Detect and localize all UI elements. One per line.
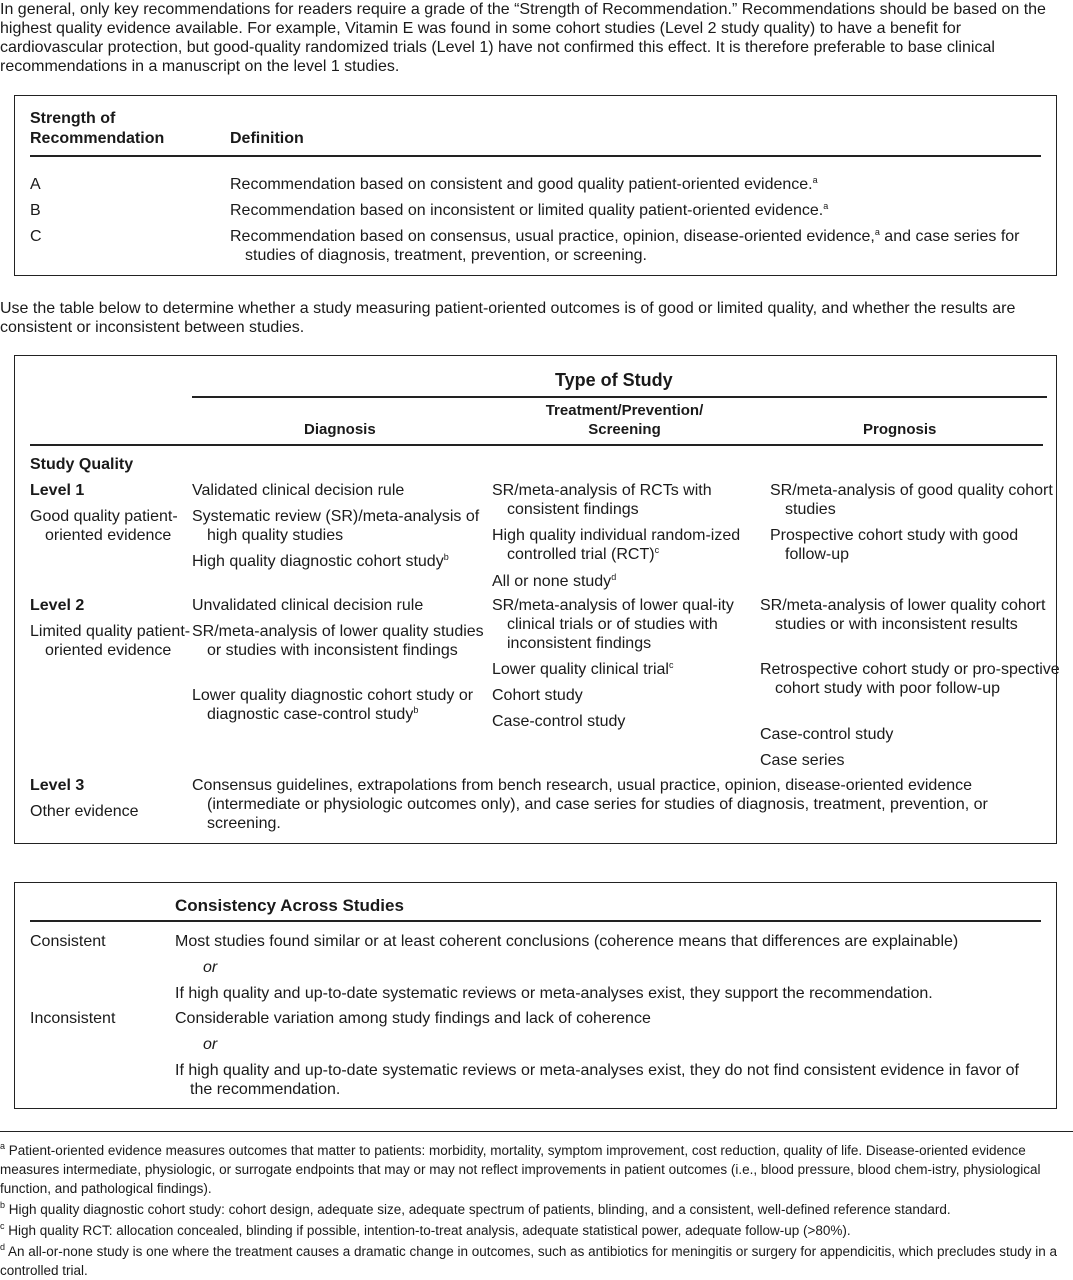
inconsistent-text1: Considerable variation among study findings and lack of coherence <box>175 1010 651 1027</box>
consistent-label: Consistent <box>30 933 106 950</box>
l1-diag-item: Systematic review (SR)/meta-analysis of high quality studies <box>192 508 480 544</box>
footnote-b: $^b$ High quality diagnostic cohort study: cohort design, adequate size, adequate spectrum of patients, blinding, and a consistent, well-defined reference standard. <box>0 1200 951 1217</box>
level3-label: Level 3 <box>30 777 85 794</box>
study-quality-label: Study Quality <box>30 456 134 473</box>
intro-paragraph: In general, only key recommendations for readers require a grade of the “Strength of Recommendation.” Recommendations should be based on the highest quality evidence available. For example, Vitamin E was found in some cohort studies (Level 2 study quality) to have a benefit for cardiovascular protection, but good-quality randomized trials (Level 1) have not confirmed this effect. It is therefore preferable to base clinical recommendations in a manuscript on the level 1 studies. <box>0 1 1046 75</box>
level3-desc: Other evidence <box>30 803 139 820</box>
footnote-c: $^c$ High quality RCT: allocation concealed, blinding if possible, intention-to-treat analysis, adequate statistical power, adequate follow-up (>80%). <box>0 1221 851 1238</box>
l2-prog-item: SR/meta-analysis of lower quality cohort studies or with inconsistent results <box>760 597 1046 633</box>
sor-col1-header-line2: Recommendation <box>30 130 165 147</box>
sor-col2-header: Definition <box>230 130 304 147</box>
sor-def-b: Recommendation based on inconsistent or limited quality patient-oriented evidence.$^a$ <box>230 201 829 219</box>
sor-grade-b: B <box>30 202 41 219</box>
l2-prog-item: Retrospective cohort study or pro-spective cohort study with poor follow-up <box>760 661 1060 697</box>
sor-def-a: Recommendation based on consistent and good quality patient-oriented evidence.$^a$ <box>230 175 818 193</box>
col-treatment: Treatment/Prevention/ Screening <box>545 402 704 438</box>
footnote-a: $^a$ Patient-oriented evidence measures outcomes that matter to patients: morbidity, mortality, symptom improvement, cost reduction, quality of life. Disease-oriented evidence measures intermediate, physiologic, or surrogate endpoints that may or may not reflect improvements in patient outcomes (i.e., blood pressure, blood chem-istry, physiological function, and pathological findings). <box>0 1141 1041 1196</box>
l2-diag-item: Unvalidated clinical decision rule <box>192 597 424 614</box>
l2-treat-item: Case-control study <box>492 713 626 730</box>
consistency-header-rule <box>30 920 1041 922</box>
footnote-rule <box>0 1131 1073 1132</box>
level1-desc: Good quality patient-oriented evidence <box>30 508 178 544</box>
l1-treat-item: All or none study$^d$ <box>492 572 617 590</box>
sor-def-c: Recommendation based on consensus, usual practice, opinion, disease-oriented evidence,$^a$ and case series for studies of diagnosis, treatment, prevention, or screening. <box>230 227 1020 264</box>
type-of-study-header: Type of Study <box>555 370 673 390</box>
consistent-text2: If high quality and up-to-date systematic reviews or meta-analyses exist, they support the recommendation. <box>175 985 933 1002</box>
sor-header-rule <box>30 155 1041 157</box>
l1-prog-item: SR/meta-analysis of good quality cohort studies <box>770 482 1053 518</box>
l1-diag-item: High quality diagnostic cohort study$^b$ <box>192 552 449 570</box>
usage-paragraph: Use the table below to determine whether a study measuring patient-oriented outcomes is of good or limited quality, and whether the results are consistent or inconsistent between studies. <box>0 300 1016 336</box>
l2-treat-item: Lower quality clinical trial$^c$ <box>492 660 674 678</box>
level2-label: Level 2 <box>30 597 85 614</box>
sor-grade-a: A <box>30 176 41 193</box>
l2-treat-item: Cohort study <box>492 687 583 704</box>
l2-prog-item: Case-control study <box>760 726 894 743</box>
level1-label: Level 1 <box>30 482 85 499</box>
or-2: or <box>203 1036 218 1053</box>
l1-diag-item: Validated clinical decision rule <box>192 482 405 499</box>
consistent-text1: Most studies found similar or at least coherent conclusions (coherence means that differences are explainable) <box>175 933 959 950</box>
level3-text: Consensus guidelines, extrapolations from bench research, usual practice, opinion, disease-oriented evidence (intermediate or physiologic outcomes only), and case series for studies of diagnosis, treatment, prevention, or screening. <box>192 777 988 832</box>
l2-treat-item: SR/meta-analysis of lower qual-ity clinical trials or of studies with inconsistent findings <box>492 597 734 652</box>
sor-col1-header-line1: Strength of <box>30 110 116 127</box>
type-header-rule <box>192 396 1047 398</box>
study-header-rule <box>30 444 1043 446</box>
inconsistent-label: Inconsistent <box>30 1010 116 1027</box>
level2-desc: Limited quality patient-oriented evidence <box>30 623 191 659</box>
l1-prog-item: Prospective cohort study with good follow-up <box>770 527 1019 563</box>
sor-grade-c: C <box>30 228 42 245</box>
or-1: or <box>203 959 218 976</box>
l1-treat-item: High quality individual random-ized controlled trial (RCT)$^c$ <box>492 527 741 563</box>
inconsistent-text2: If high quality and up-to-date systematic reviews or meta-analyses exist, they do not find consistent evidence in favor of the recommendation. <box>175 1062 1019 1098</box>
l1-treat-item: SR/meta-analysis of RCTs with consistent findings <box>492 482 712 518</box>
col-prognosis: Prognosis <box>863 421 937 438</box>
l2-prog-item: Case series <box>760 752 845 769</box>
consistency-header: Consistency Across Studies <box>175 896 404 915</box>
l2-diag-item: Lower quality diagnostic cohort study or diagnostic case-control study$^b$ <box>192 687 474 723</box>
footnote-d: $^d$ An all-or-none study is one where the treatment causes a dramatic change in outcomes, such as antibiotics for meningitis or surgery for appendicitis, which precludes study in a controlled trial. <box>0 1242 1058 1278</box>
l2-diag-item: SR/meta-analysis of lower quality studies or studies with inconsistent findings <box>192 623 484 659</box>
col-diagnosis: Diagnosis <box>304 421 376 438</box>
